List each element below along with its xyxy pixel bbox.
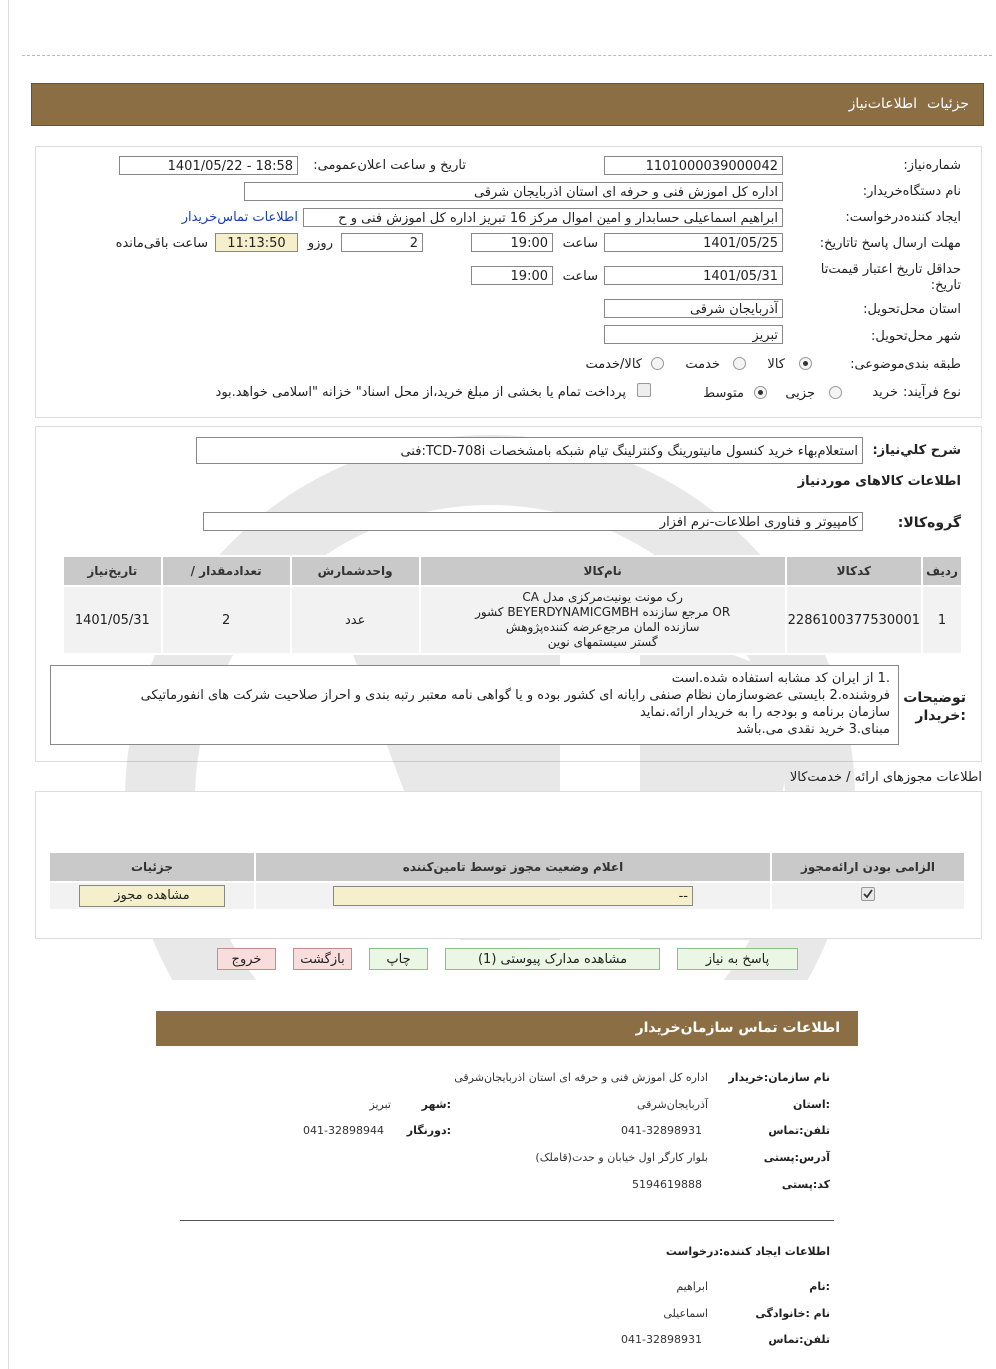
- permits-section-title: اطلاعات مجوزهای ارائه / خدمت‌کالا: [789, 770, 982, 785]
- cell-unit: عدد: [291, 586, 420, 654]
- announce-field[interactable]: 1401/05/22 - 18:58: [119, 156, 298, 175]
- name-line: گستر سیستمهای نوین: [547, 635, 658, 649]
- org-value: اداره کل اموزش فنی و حرفه ای استان اذربایجان‌شرقی: [454, 1071, 708, 1084]
- creator-field[interactable]: ابراهیم اسماعیلی حسابدار و امین اموال مرکز 16 تبریز اداره کل اموزش فنی و ح: [303, 208, 783, 227]
- attachments-button[interactable]: مشاهده مدارک پیوستی (1): [445, 948, 660, 970]
- creator-info-title: اطلاعات ایجاد کننده‌:درخواست: [665, 1245, 830, 1258]
- creator-name-label: :نام: [809, 1280, 830, 1293]
- tab-details[interactable]: جزئیات: [927, 96, 969, 112]
- goods-table-header: [63, 556, 962, 586]
- col-row: ردیف: [922, 556, 962, 586]
- col-date: تاریخ‌نیاز: [63, 556, 162, 586]
- city-field[interactable]: تبریز: [604, 325, 783, 344]
- category-goods-service-label: کالا/خدمت: [585, 357, 642, 372]
- details-header-bar: [31, 83, 984, 126]
- contact-header-bar: [156, 1011, 858, 1046]
- cell-details: [49, 882, 255, 910]
- cell-row: 1: [922, 586, 962, 654]
- category-radio-goods-service[interactable]: [651, 357, 664, 370]
- creator-phone-label: تلفن‌:تماس: [768, 1333, 830, 1346]
- province-field[interactable]: آذربایجان شرقی: [604, 299, 783, 318]
- contact-city-value: تبریز: [369, 1098, 391, 1111]
- validity-label-1: حداقل تاریخ اعتبار قیمت‌تا: [820, 262, 961, 277]
- buyer-label: نام دستگاه‌خریدار:: [862, 184, 961, 199]
- city-label: شهر محل‌تحویل:: [871, 329, 961, 344]
- col-required: الزامی بودن ارائه‌مجوز: [771, 852, 965, 882]
- name-line: OR مرجع سازنده BEYERDYNAMICGMBH کشور: [475, 605, 731, 619]
- remaining-label: ساعت باقی‌مانده: [115, 236, 208, 251]
- goods-group-field[interactable]: کامپیوتر و فناوری اطلاعات-نرم افزار: [203, 512, 863, 531]
- print-button[interactable]: چاپ: [369, 948, 428, 970]
- buyer-contact-link[interactable]: اطلاعات تماس‌خریدار: [181, 210, 298, 225]
- contact-phone-value: 041-32898931: [621, 1124, 702, 1137]
- top-divider: [22, 55, 992, 56]
- table-row: [63, 586, 962, 654]
- address-label: آدرس‌:پستی: [763, 1151, 830, 1164]
- left-rule: [8, 0, 9, 1369]
- col-name: نام‌کالا: [420, 556, 786, 586]
- col-status: اعلام وضعیت مجوز توسط تامین‌کننده: [255, 852, 771, 882]
- validity-date-field[interactable]: 1401/05/31: [604, 266, 783, 285]
- col-qty: تعدادمقدار /: [162, 556, 291, 586]
- contact-header-title: اطلاعات تماس سازمان‌خریدار: [635, 1020, 840, 1036]
- name-line: رک مونت یونیت‌مرکزی مدل CA: [522, 590, 683, 604]
- remaining-time-field: 11:13:50: [215, 233, 298, 252]
- note-line: سازمان برنامه و بودجه را به خریدار ارائه.نماید: [639, 705, 890, 720]
- tab-need-info[interactable]: اطلاعات‌نیاز: [848, 96, 917, 112]
- address-value: بلوار کارگر اول خیابان و حدت(قاملک): [535, 1151, 708, 1164]
- contact-province-value: آذربایجان‌شرقی: [637, 1098, 708, 1111]
- org-label: نام سازمان‌:خریدار: [728, 1071, 830, 1084]
- treasury-payment-checkbox[interactable]: [637, 383, 651, 397]
- deadline-date-field[interactable]: 1401/05/25: [604, 233, 783, 252]
- process-radio-minor[interactable]: [829, 386, 842, 399]
- cell-date: 1401/05/31: [63, 586, 162, 654]
- need-number-label: شماره‌نیاز:: [903, 158, 961, 173]
- permits-table: [48, 851, 966, 911]
- creator-family-label: نام :خانوادگی: [755, 1307, 830, 1320]
- postal-label: کد‌:پستی: [781, 1178, 830, 1191]
- validity-hour-label: ساعت: [562, 269, 598, 284]
- reply-button[interactable]: پاسخ به نیاز: [677, 948, 798, 970]
- buyer-field[interactable]: اداره کل اموزش فنی و حرفه ای استان اذربایجان شرقی: [244, 182, 783, 201]
- table-row: [49, 882, 965, 910]
- cell-required: [771, 882, 965, 910]
- note-line: فروشنده.2 بایستی عضوسازمان نظام صنفی رایانه ای کشور بوده و یا گواهی نامه معتبر رتبه بندی و احراز صلاحیت شرکت های انفورماتیکی: [140, 688, 890, 703]
- days-label: روزو: [307, 236, 333, 251]
- creator-name-value: ابراهیم: [676, 1280, 708, 1293]
- contact-fax-label: :دورنگار: [406, 1124, 451, 1137]
- creator-family-value: اسماعیلی: [663, 1307, 708, 1320]
- contact-province-label: :استان: [793, 1098, 830, 1111]
- goods-table: [62, 555, 963, 655]
- cell-qty: 2: [162, 586, 291, 654]
- col-unit: واحدشمارش: [291, 556, 420, 586]
- contact-city-label: :شهر: [421, 1098, 451, 1111]
- deadline-time-field[interactable]: 19:00: [471, 233, 553, 252]
- creator-phone-value: 041-32898931: [621, 1333, 702, 1346]
- buyer-notes-box: [50, 665, 899, 745]
- announce-label: تاریخ و ساعت اعلان‌عمومی:: [313, 158, 466, 173]
- description-label: شرح کلي‌نياز:: [872, 443, 961, 458]
- process-radio-medium[interactable]: [754, 386, 767, 399]
- note-line: مبنای.3 خرید نقدی می.باشد: [736, 722, 890, 737]
- checkmark-icon: [862, 888, 874, 900]
- view-permit-button[interactable]: مشاهده مجوز: [79, 885, 225, 907]
- contact-divider: [180, 1220, 834, 1221]
- need-number-field[interactable]: 1101000039000042: [604, 156, 783, 175]
- back-button[interactable]: بازگشت: [293, 948, 352, 970]
- deadline-label: مهلت ارسال پاسخ تا‌تاریخ:: [819, 236, 961, 251]
- creator-label: ایجاد کننده‌درخواست:: [845, 210, 961, 225]
- process-buy-label: خرید: [872, 385, 898, 400]
- category-service-label: خدمت: [685, 357, 720, 372]
- category-label: طبقه بندی‌موضوعی:: [850, 357, 961, 372]
- process-label: نوع فرآیند:: [903, 385, 961, 400]
- required-checkbox[interactable]: [861, 887, 875, 901]
- category-radio-service[interactable]: [733, 357, 746, 370]
- cell-name: [420, 586, 786, 654]
- description-field[interactable]: استعلام‌بهاء خرید کنسول مانیتورینگ وکنترلینگ تیام شبکه بامشخصات TCD-708i:فنی: [196, 437, 863, 464]
- contact-fax-value: 041-32898944: [303, 1124, 384, 1137]
- postal-value: 5194619888: [632, 1178, 702, 1191]
- permits-table-header: [49, 852, 965, 882]
- province-label: استان محل‌تحویل:: [863, 302, 961, 317]
- category-goods-label: کالا: [767, 357, 785, 372]
- buyer-notes-label-1: توضیحات: [903, 690, 966, 706]
- deadline-hour-label: ساعت: [562, 236, 598, 251]
- cell-status: [255, 882, 771, 910]
- goods-group-label: گروه‌کالا:: [897, 515, 961, 531]
- exit-button[interactable]: خروج: [217, 948, 276, 970]
- validity-time-field[interactable]: 19:00: [471, 266, 553, 285]
- validity-label-2: تاریخ:: [930, 278, 961, 293]
- process-minor-label: جزیی: [785, 386, 815, 401]
- permit-status-field[interactable]: --: [333, 886, 693, 906]
- note-line: .1 از ایران کد مشابه استفاده شده.است: [671, 671, 890, 686]
- days-field[interactable]: 2: [341, 233, 423, 252]
- col-code: کدکالا: [786, 556, 922, 586]
- goods-section-title: اطلاعات کالاهای موردنیاز: [797, 474, 961, 489]
- treasury-payment-note: پرداخت تمام یا بخشی از مبلغ خرید،از محل اسناد" خزانه "اسلامی خواهد.بود: [215, 385, 626, 400]
- cell-code: 2286100377530001: [786, 586, 922, 654]
- name-line: سازنده المان مرجع‌عرضه کننده‌پژوهش: [505, 620, 700, 634]
- contact-phone-label: تلفن‌:تماس: [768, 1124, 830, 1137]
- category-radio-goods[interactable]: [799, 357, 812, 370]
- process-medium-label: متوسط: [703, 386, 744, 401]
- col-details: جزئیات: [49, 852, 255, 882]
- buyer-notes-label-2: :خریدار: [915, 708, 966, 724]
